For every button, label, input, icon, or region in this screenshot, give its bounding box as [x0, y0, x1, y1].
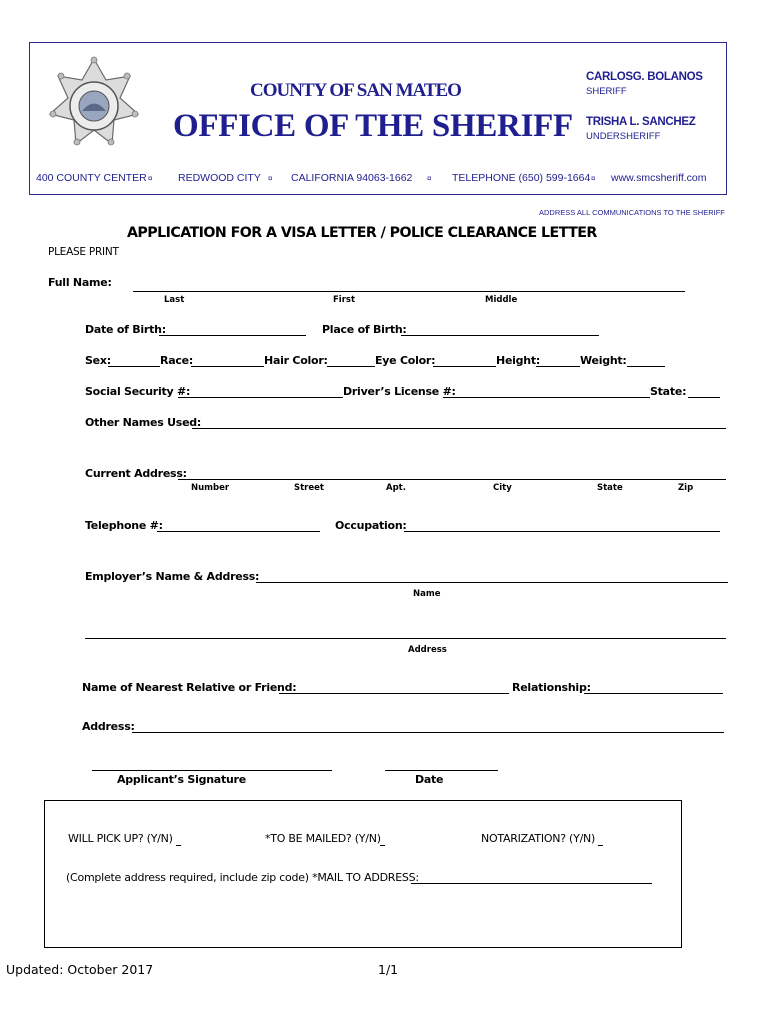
undersheriff-name: TRISHA L. SANCHEZ — [586, 116, 696, 128]
address-zip-sublabel: Zip — [678, 483, 694, 493]
undersheriff-title: UNDERSHERIFF — [586, 131, 661, 142]
drivers-license-field[interactable] — [443, 397, 650, 398]
other-names-field[interactable] — [192, 428, 726, 429]
telephone-field[interactable] — [157, 531, 320, 532]
sheriff-title: SHERIFF — [586, 86, 627, 97]
address-telephone: TELEPHONE (650) 599-1664 — [452, 172, 591, 184]
bullet-icon: ¤ — [427, 174, 432, 183]
employer-address-field[interactable] — [85, 638, 726, 639]
height-field[interactable] — [536, 366, 580, 367]
state-field[interactable] — [688, 397, 720, 398]
please-print-label: PLEASE PRINT — [48, 246, 119, 258]
full-name-label: Full Name: — [48, 276, 112, 289]
office-name: OFFICE OF THE SHERIFF — [173, 108, 573, 144]
mailed-label: *TO BE MAILED? (Y/N) — [265, 832, 381, 845]
dob-field[interactable] — [159, 335, 306, 336]
address-number-sublabel: Number — [191, 483, 230, 493]
date-label: Date — [415, 773, 444, 786]
middle-name-sublabel: Middle — [485, 295, 518, 305]
bullet-icon: ¤ — [268, 174, 273, 183]
weight-field[interactable] — [627, 366, 665, 367]
hair-color-field[interactable] — [327, 366, 375, 367]
notarization-field[interactable] — [598, 845, 603, 846]
relative-field[interactable] — [279, 693, 509, 694]
signature-field[interactable] — [92, 770, 332, 771]
relationship-label: Relationship: — [512, 681, 591, 694]
notarization-label: NOTARIZATION? (Y/N) — [481, 832, 596, 845]
address-state-zip: CALIFORNIA 94063-1662 — [291, 172, 413, 184]
full-name-field[interactable] — [133, 291, 685, 292]
communications-notice: ADDRESS ALL COMMUNICATIONS TO THE SHERIFF — [539, 208, 725, 217]
relative-label: Name of Nearest Relative or Friend: — [82, 681, 297, 694]
address-street: 400 COUNTY CENTER — [36, 172, 147, 184]
ssn-label: Social Security #: — [85, 385, 191, 398]
current-address-label: Current Address: — [85, 467, 187, 480]
mail-address-field[interactable] — [411, 883, 652, 884]
other-names-label: Other Names Used: — [85, 416, 202, 429]
date-field[interactable] — [385, 770, 498, 771]
occupation-label: Occupation: — [335, 519, 407, 532]
bullet-icon: ¤ — [148, 174, 153, 183]
address-street-sublabel: Street — [294, 483, 324, 493]
hair-color-label: Hair Color: — [264, 354, 328, 367]
pob-label: Place of Birth: — [322, 323, 407, 336]
address-apt-sublabel: Apt. — [386, 483, 406, 493]
employer-name-sublabel: Name — [413, 589, 441, 599]
ssn-field[interactable] — [178, 397, 343, 398]
drivers-license-label: Driver’s License #: — [343, 385, 456, 398]
weight-label: Weight: — [580, 354, 627, 367]
sex-label: Sex: — [85, 354, 111, 367]
county-name: COUNTY OF SAN MATEO — [250, 80, 461, 101]
address-city: REDWOOD CITY — [178, 172, 261, 184]
address-website: www.smcsheriff.com — [611, 172, 707, 184]
relative-address-label: Address: — [82, 720, 135, 733]
form-title: APPLICATION FOR A VISA LETTER / POLICE CLEARANCE LETTER — [127, 225, 597, 241]
relative-address-field[interactable] — [132, 732, 724, 733]
eye-color-label: Eye Color: — [375, 354, 436, 367]
mail-address-label: (Complete address required, include zip code) *MAIL TO ADDRESS: — [66, 871, 419, 884]
dob-label: Date of Birth: — [85, 323, 166, 336]
employer-label: Employer’s Name & Address: — [85, 570, 260, 583]
first-name-sublabel: First — [333, 295, 356, 305]
bullet-icon: ¤ — [591, 174, 596, 183]
address-state-sublabel: State — [597, 483, 623, 493]
height-label: Height: — [496, 354, 541, 367]
page-number: 1/1 — [378, 962, 399, 977]
mailed-field[interactable] — [380, 845, 385, 846]
sheriff-name: CARLOSG. BOLANOS — [586, 71, 703, 83]
signature-label: Applicant’s Signature — [117, 773, 246, 786]
last-name-sublabel: Last — [164, 295, 185, 305]
employer-address-sublabel: Address — [408, 645, 447, 655]
relationship-field[interactable] — [584, 693, 723, 694]
race-field[interactable] — [191, 366, 264, 367]
occupation-field[interactable] — [404, 531, 720, 532]
address-city-sublabel: City — [493, 483, 512, 493]
race-label: Race: — [160, 354, 194, 367]
current-address-field[interactable] — [178, 479, 726, 480]
updated-date: Updated: October 2017 — [6, 962, 154, 977]
state-label: State: — [650, 385, 687, 398]
sheriff-star-badge-icon — [46, 56, 142, 156]
sex-field[interactable] — [108, 366, 160, 367]
employer-name-field[interactable] — [256, 582, 728, 583]
eye-color-field[interactable] — [433, 366, 496, 367]
pickup-field[interactable] — [176, 845, 181, 846]
telephone-label: Telephone #: — [85, 519, 163, 532]
pickup-label: WILL PICK UP? (Y/N) — [68, 832, 173, 845]
pob-field[interactable] — [401, 335, 599, 336]
